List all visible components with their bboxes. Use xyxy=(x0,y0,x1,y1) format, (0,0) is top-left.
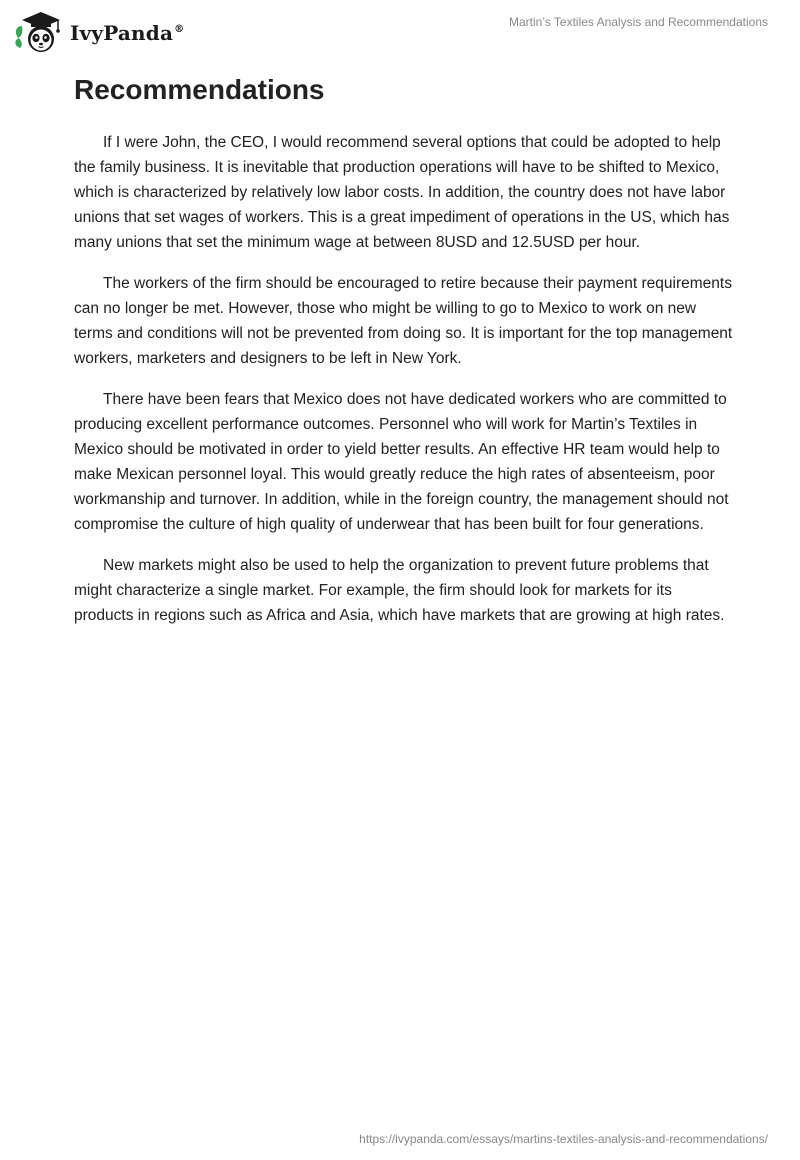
article xyxy=(74,70,734,644)
registered-mark: ® xyxy=(174,24,185,36)
page-header xyxy=(0,0,800,60)
paragraph: If I were John, the CEO, I would recommend several options that could be adopted to help the family business. It is inevitable that production operations will have to be shifted to Mexico, which is characterized by relatively low labor costs. In addition, the country does not have labor unions that set wages of workers. This is a great impediment of operations in the US, which has many unions that set the minimum wage at between 8USD and 12.5USD per hour. xyxy=(74,134,730,251)
section-heading: Recommendations xyxy=(74,74,325,105)
article-body xyxy=(74,130,734,628)
ivypanda-logo[interactable] xyxy=(14,8,184,56)
paragraph: New markets might also be used to help the organization to prevent future problems that might characterize a single market. For example, the firm should look for markets for its products in regions such as Africa and Asia, which have markets that are growing at high rates. xyxy=(74,557,725,624)
paragraph: The workers of the firm should be encouraged to retire because their payment requirements can no longer be met. However, those who might be willing to go to Mexico to work on new terms and conditions will not be prevented from doing so. It is important for the top management workers, marketers and designers to be left in New York. xyxy=(74,275,733,367)
source-url[interactable]: https://ivypanda.com/essays/martins-textiles-analysis-and-recommendations/ xyxy=(359,1132,768,1146)
panda-graduate-icon xyxy=(14,8,64,56)
paragraph: There have been fears that Mexico does not have dedicated workers who are committed to producing excellent performance outcomes. Personnel who will work for Martin’s Textiles in Mexico should be motivated in order to yield better results. An effective HR team would help to make Mexican personnel loyal. This would greatly reduce the high rates of absenteeism, poor workmanship and turnover. In addition, while in the foreign country, the management should not compromise the culture of high quality of underwear that has been built for four generations. xyxy=(74,391,729,533)
running-title: Martin’s Textiles Analysis and Recommendations xyxy=(508,15,768,29)
brand-name: IvyPanda® xyxy=(70,21,185,45)
